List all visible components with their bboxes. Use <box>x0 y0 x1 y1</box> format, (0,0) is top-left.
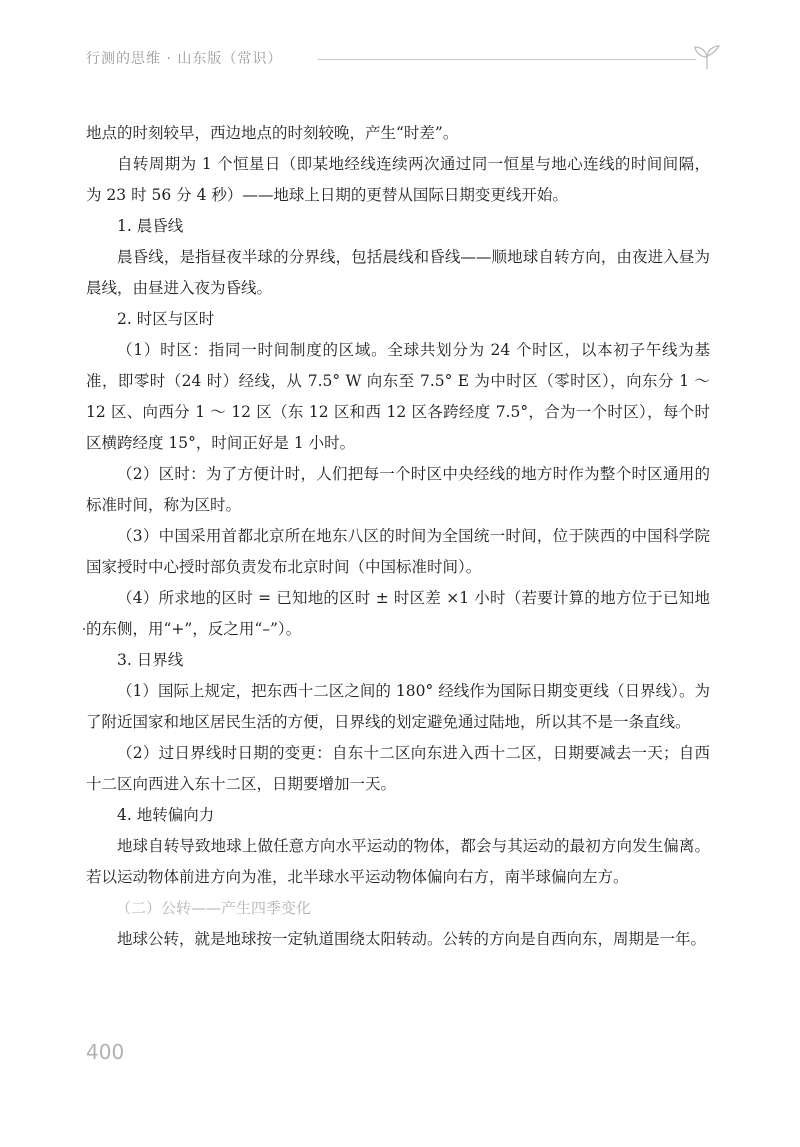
paragraph-terminator: 晨昏线，是指昼夜半球的分界线，包括晨线和昏线——顺地球自转方向，由夜进入昼为晨线，由昼进入夜为昏线。 <box>86 248 710 297</box>
page-number: 400 <box>86 1040 125 1064</box>
paragraph-coriolis: 地球自转导致地球上做任意方向水平运动的物体，都会与其运动的最初方向发生偏离。若以运动物体前进方向为准，北半球水平运动物体偏向右方，南半球偏向左方。 <box>86 837 710 886</box>
subheading-time-zones: 2. 时区与区时 <box>117 310 215 328</box>
paragraph-time-difference: 地点的时刻较早，西边地点的时刻较晚，产生“时差”。 <box>86 124 459 142</box>
paragraph-beijing-time: （3）中国采用首都北京所在地东八区的时间为全国统一时间，位于陕西的中国科学院国家授时中心授时部负责发布北京时间（中国标准时间）。 <box>86 527 710 576</box>
sprout-icon <box>692 44 722 70</box>
subheading-date-line: 3. 日界线 <box>117 651 184 669</box>
paragraph-time-zone-definition: （1）时区：指同一时间制度的区域。全球共划分为 24 个时区，以本初子午线为基准，即零时（24 时）经线，从 7.5° W 向东至 7.5° E 为中时区（零时区），向东分 1 ～ 12 区、向西分 1 ～ 12 区（东 12 区和西 12 区各跨经度 7.5°，合为一个时区），每个时区横跨经度 15°，时间正好是 1 小时。 <box>86 341 710 452</box>
section-heading-revolution: （二）公转——产生四季变化 <box>116 899 312 917</box>
page-body <box>86 118 710 955</box>
paragraph-date-change: （2）过日界线时日期的变更：自东十二区向东进入西十二区，日期要减去一天；自西十二区向西进入东十二区，日期要增加一天。 <box>86 744 710 793</box>
subheading-terminator: 1. 晨昏线 <box>117 217 184 235</box>
paragraph-date-line-definition: （1）国际上规定，把东西十二区之间的 180° 经线作为国际日期变更线（日界线）。为了附近国家和地区居民生活的方便，日界线的划定避免通过陆地，所以其不是一条直线。 <box>86 682 710 731</box>
paragraph-revolution: 地球公转，就是地球按一定轨道围绕太阳转动。公转的方向是自西向东，周期是一年。 <box>117 930 707 948</box>
page-header <box>86 44 726 74</box>
paragraph-zone-time-formula: （4）所求地的区时 = 已知地的区时 ± 时区差 ×1 小时（若要计算的地方位于已知地的东侧，用“+”，反之用“–”）。 <box>86 589 710 638</box>
paragraph-zone-time: （2）区时：为了方便计时，人们把每一个时区中央经线的地方时作为整个时区通用的标准时间，称为区时。 <box>86 465 710 514</box>
paragraph-rotation-period: 自转周期为 1 个恒星日（即某地经线连续两次通过同一恒星与地心连线的时间间隔，为 23 时 56 分 4 秒）——地球上日期的更替从国际日期变更线开始。 <box>86 155 710 204</box>
running-header-title: 行测的思维 · 山东版（常识） <box>86 51 283 67</box>
margin-dot <box>83 628 85 630</box>
subheading-coriolis: 4. 地转偏向力 <box>117 806 215 824</box>
header-divider <box>318 59 696 60</box>
